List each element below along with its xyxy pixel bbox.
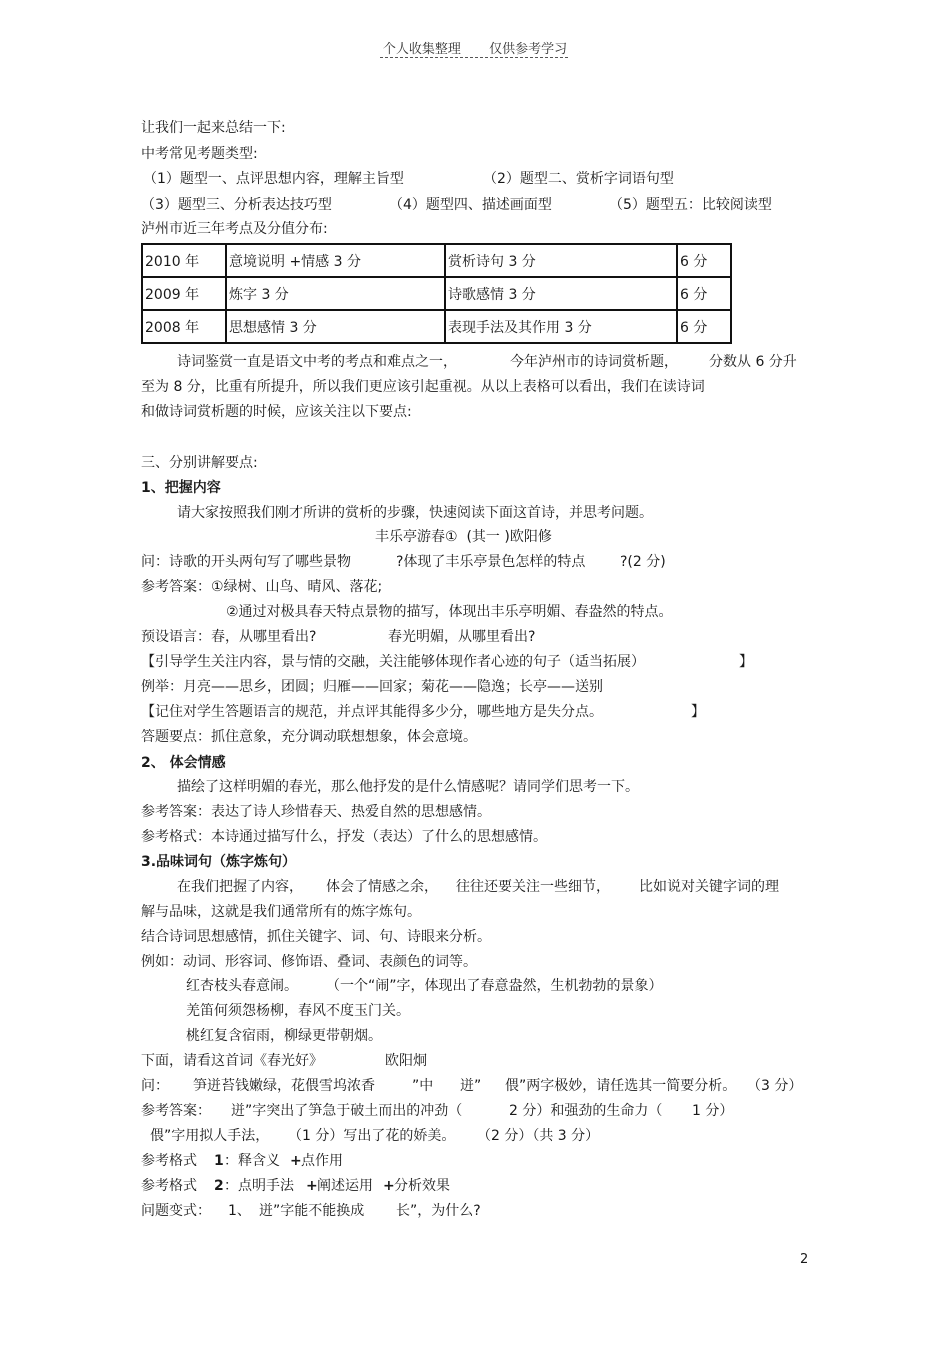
variant-text: 迸”字能不能换成 — [259, 1203, 365, 1219]
format-number: 1 — [214, 1153, 224, 1169]
format-text: 阐述运用 — [317, 1178, 373, 1194]
answer-text: （2 分）（共 3 分） — [477, 1128, 600, 1144]
para-text: 往往还要关注一些细节， — [456, 879, 610, 895]
question-text: ”中 — [412, 1078, 434, 1094]
para-text: 和做诗词赏析题的时候，应该关注以下要点: — [141, 404, 412, 420]
para-text: 请大家按照我们刚才所讲的赏析的步骤，快速阅读下面这首诗，并思考问题。 — [177, 505, 653, 521]
para-text: 答题要点：抓住意象，充分调动联想想象，体会意境。 — [141, 729, 477, 745]
question-text: ?体现了丰乐亭景色怎样的特点 — [396, 554, 586, 570]
verse-line: 羌笛何须怨杨柳，春风不度玉门关。 — [186, 1003, 410, 1019]
para-text: 下面，请看这首词《春光好》 — [141, 1053, 323, 1069]
question-text: ?(2 分) — [620, 554, 666, 570]
table-cell: 6 分 — [677, 244, 731, 277]
para-text: 至为 8 分，比重有所提升，所以我们更应该引起重视。从以上表格可以看出，我们在读诗词 — [141, 379, 705, 395]
type-3: （3）题型三、分析表达技巧型 — [141, 197, 332, 213]
subsection-heading: 1、把握内容 — [141, 480, 221, 496]
page-header — [0, 38, 950, 57]
table-row — [142, 310, 731, 343]
header-right-text: 仅供参考学习 — [489, 42, 568, 57]
poem-title: 丰乐亭游春① (其一 )欧阳修 — [375, 529, 552, 545]
table-row — [142, 244, 731, 277]
para-text: 在我们把握了内容， — [177, 879, 303, 895]
answer-text: 2 分）和强劲的生命力（ — [509, 1103, 663, 1119]
format-text: ：释含义 — [224, 1153, 280, 1169]
table-cell: 6 分 — [677, 277, 731, 310]
table-cell: 赏析诗句 3 分 — [445, 244, 677, 277]
question-text: 问：诗歌的开头两句写了哪些景物 — [141, 554, 351, 570]
format-plus: + — [290, 1153, 302, 1169]
para-text: 解与品味，这就是我们通常所有的炼字炼句。 — [141, 904, 421, 920]
section-heading: 三、分别讲解要点: — [141, 455, 258, 471]
question-text: 笋迸苔钱嫩绿，花偎雪坞浓香 — [193, 1078, 375, 1094]
page-number: 2 — [800, 1252, 809, 1267]
guide-note: 】 — [739, 654, 753, 670]
guide-note: 【记住对学生答题语言的规范，并点评其能得多少分，哪些地方是失分点。 — [141, 704, 603, 720]
para-text: 分数从 6 分升 — [709, 354, 797, 370]
type-2: （2）题型二、赏析字词语句型 — [483, 171, 674, 187]
para-text: 例如：动词、形容词、修饰语、叠词、表颜色的词等。 — [141, 954, 477, 970]
table-cell: 6 分 — [677, 310, 731, 343]
question-text: 偎”两字极妙，请任选其一简要分析。 — [505, 1078, 737, 1094]
answer-text: 参考答案：①绿树、山鸟、晴风、落花; — [141, 579, 383, 595]
variant-text: 1、 — [228, 1203, 251, 1219]
para-text: 描绘了这样明媚的春光，那么他抒发的是什么情感呢？请同学们思考一下。 — [177, 779, 639, 795]
answer-text: 偎”字用拟人手法， — [150, 1128, 270, 1144]
para-text: 比如说对关键字词的理 — [639, 879, 779, 895]
para-text: 例举：月亮——思乡，团圆；归雁——回家；菊花——隐逸；长亭——送别 — [141, 679, 603, 695]
question-text: 迸” — [460, 1078, 482, 1094]
format-text: 点作用 — [301, 1153, 343, 1169]
answer-text: ②通过对极具春天特点景物的描写，体现出丰乐亭明媚、春盎然的特点。 — [226, 604, 673, 620]
format-label: 参考格式 — [141, 1178, 197, 1194]
type-5: （5）题型五：比较阅读型 — [609, 197, 772, 213]
para-text: 参考格式：本诗通过描写什么，抒发（表达）了什么的思想感情。 — [141, 829, 547, 845]
format-plus: + — [383, 1178, 395, 1194]
header-rule — [380, 57, 568, 58]
table-cell: 诗歌感情 3 分 — [445, 277, 677, 310]
table-cell: 思想感情 3 分 — [226, 310, 445, 343]
format-plus: + — [306, 1178, 318, 1194]
verse-line: 桃红复含宿雨，柳绿更带朝烟。 — [186, 1028, 382, 1044]
para-text: 预设语言：春，从哪里看出? — [141, 629, 317, 645]
table-row — [142, 277, 731, 310]
para-text: 结合诗词思想感情，抓住关键字、词、句、诗眼来分析。 — [141, 929, 491, 945]
format-text: 分析效果 — [394, 1178, 450, 1194]
answer-text: （1 分）写出了花的娇美。 — [288, 1128, 456, 1144]
table-cell: 表现手法及其作用 3 分 — [445, 310, 677, 343]
para-text: 诗词鉴赏一直是语文中考的考点和难点之一， — [177, 354, 457, 370]
type-4: （4）题型四、描述画面型 — [389, 197, 552, 213]
distribution-heading: 泸州市近三年考点及分值分布: — [141, 221, 328, 237]
para-text: 欧阳炯 — [385, 1053, 427, 1069]
type-1: （1）题型一、点评思想内容，理解主旨型 — [143, 171, 404, 187]
format-text: ：点明手法 — [224, 1178, 294, 1194]
verse-line: 红杏枝头春意闹。 — [186, 978, 298, 994]
table-cell: 炼字 3 分 — [226, 277, 445, 310]
format-number: 2 — [214, 1178, 224, 1194]
para-text: 今年泸州市的诗词赏析题， — [510, 354, 678, 370]
guide-note: 【引导学生关注内容，景与情的交融，关注能够体现作者心迹的句子（适当拓展） — [141, 654, 645, 670]
question-text: 问： — [141, 1078, 169, 1094]
subsection-heading: 3.品味词句（炼字炼句） — [141, 854, 297, 870]
para-text: 体会了情感之余， — [326, 879, 438, 895]
answer-text: 参考答案： — [141, 1103, 211, 1119]
answer-text: 1 分） — [692, 1103, 734, 1119]
format-label: 参考格式 — [141, 1153, 197, 1169]
table-cell: 意境说明 +情感 3 分 — [226, 244, 445, 277]
variant-text: 长”，为什么? — [396, 1203, 481, 1219]
guide-note: 】 — [691, 704, 705, 720]
verse-note: （一个“闹”字，体现出了春意盎然，生机勃勃的景象） — [326, 978, 663, 994]
score-distribution-table — [141, 243, 732, 344]
answer-text: 参考答案：表达了诗人珍惜春天、热爱自然的思想感情。 — [141, 804, 491, 820]
subsection-heading: 2、 体会情感 — [141, 755, 226, 771]
para-text: 春光明媚，从哪里看出? — [388, 629, 536, 645]
table-cell: 2008 年 — [142, 310, 226, 343]
question-types-heading: 中考常见考题类型: — [141, 146, 258, 162]
summary-intro: 让我们一起来总结一下: — [141, 120, 286, 136]
header-left-text: 个人收集整理 — [382, 42, 461, 57]
answer-text: 迸”字突出了笋急于破土而出的冲劲（ — [231, 1103, 463, 1119]
table-cell: 2009 年 — [142, 277, 226, 310]
variant-label: 问题变式： — [141, 1203, 211, 1219]
table-cell: 2010 年 — [142, 244, 226, 277]
question-text: （3 分） — [747, 1078, 803, 1094]
